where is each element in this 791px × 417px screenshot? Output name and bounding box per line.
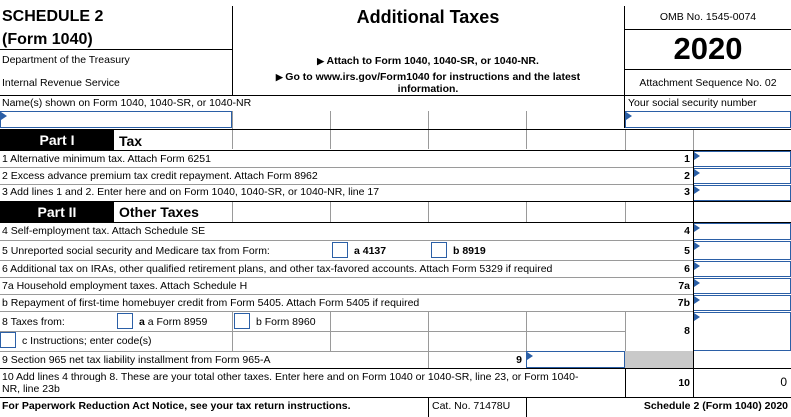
name-input[interactable]: [0, 111, 232, 128]
name-label: Name(s) shown on Form 1040, 1040-SR, or 1040-NR: [2, 97, 252, 109]
line5-number: 5: [684, 245, 690, 257]
ssn-input[interactable]: [625, 111, 791, 128]
line1-amount[interactable]: [693, 151, 791, 167]
line5a-checkbox[interactable]: [332, 242, 348, 258]
line10-amount[interactable]: 0: [780, 375, 787, 389]
line5-amount[interactable]: [693, 241, 791, 260]
line1-text: 1 Alternative minimum tax. Attach Form 6251: [2, 153, 211, 165]
schedule-title: SCHEDULE 2: [2, 8, 104, 25]
arrow-icon: ▶: [317, 56, 327, 66]
line2-number: 2: [684, 170, 690, 182]
line1-number: 1: [684, 153, 690, 165]
arrow-icon: ▶: [275, 72, 286, 82]
department-label: Department of the Treasury: [2, 54, 130, 66]
paperwork-notice: For Paperwork Reduction Act Notice, see your tax return instructions.: [2, 400, 351, 412]
part1-title: Tax: [119, 133, 143, 149]
line8b-label: b Form 8960: [256, 316, 316, 328]
shaded-cell: [625, 351, 693, 368]
footer-form-id: Schedule 2 (Form 1040) 2020: [643, 400, 788, 412]
line4-number: 4: [684, 225, 690, 237]
line10-text-cont: NR, line 23b: [2, 383, 60, 395]
part2-label: Part II: [0, 202, 114, 222]
line7a-text: 7a Household employment taxes. Attach Schedule H: [2, 280, 248, 292]
line9-text: 9 Section 965 net tax liability installment from Form 965-A: [2, 354, 271, 366]
line4-amount[interactable]: [693, 223, 791, 240]
line5a-label: a 4137: [354, 245, 387, 257]
line9-amount[interactable]: [526, 351, 625, 368]
form-title: Additional Taxes: [356, 7, 500, 27]
line8b-checkbox[interactable]: [234, 313, 250, 329]
line10-number: 10: [678, 377, 690, 389]
line9-number: 9: [516, 354, 522, 366]
line7b-text: b Repayment of first-time homebuyer credit from Form 5405. Attach Form 5405 if required: [2, 297, 420, 309]
line6-number: 6: [684, 263, 690, 275]
part1-label: Part I: [0, 130, 114, 150]
line7a-number: 7a: [678, 280, 690, 292]
goto-instruction-cont: information.: [397, 83, 459, 95]
line2-text: 2 Excess advance premium tax credit repayment. Attach Form 8962: [2, 170, 318, 182]
tax-year: 2020: [673, 31, 743, 66]
line7a-amount[interactable]: [693, 278, 791, 294]
attach-instruction: ▶ Attach to Form 1040, 1040-SR, or 1040-NR.: [317, 55, 539, 67]
line8a-label: a a Form 8959: [139, 316, 208, 328]
line7b-amount[interactable]: [693, 295, 791, 311]
line7b-number: 7b: [677, 297, 690, 309]
line5b-label: b 8919: [453, 245, 486, 257]
line5b-checkbox[interactable]: [431, 242, 447, 258]
ssn-label: Your social security number: [628, 97, 757, 109]
attachment-sequence: Attachment Sequence No. 02: [639, 77, 777, 89]
line3-amount[interactable]: [693, 185, 791, 201]
line3-text: 3 Add lines 1 and 2. Enter here and on Form 1040, 1040-SR, or 1040-NR, line 17: [2, 186, 380, 198]
line3-number: 3: [684, 186, 690, 198]
line6-amount[interactable]: [693, 261, 791, 277]
catalog-number: Cat. No. 71478U: [432, 400, 511, 412]
part2-title: Other Taxes: [119, 204, 199, 220]
line4-text: 4 Self-employment tax. Attach Schedule SE: [2, 225, 206, 237]
line8c-checkbox[interactable]: [0, 332, 16, 348]
irs-label: Internal Revenue Service: [2, 77, 120, 89]
form-label: (Form 1040): [2, 31, 93, 48]
omb-number: OMB No. 1545-0074: [659, 11, 757, 23]
line5-text: 5 Unreported social security and Medicare tax from Form:: [2, 245, 270, 257]
goto-instruction: ▶ Go to www.irs.gov/Form1040 for instructions and the latest: [275, 71, 581, 83]
line2-amount[interactable]: [693, 168, 791, 184]
line8a-checkbox[interactable]: [117, 313, 133, 329]
line10-text: 10 Add lines 4 through 8. These are your total other taxes. Enter here and on Form 1040 or 1040-SR, line 23, or Form 1040-: [2, 371, 579, 383]
line8-text: 8 Taxes from:: [2, 316, 65, 328]
line8-amount[interactable]: [693, 312, 791, 351]
line6-text: 6 Additional tax on IRAs, other qualified retirement plans, and other tax-favored accounts. Attach Form 5329 if required: [2, 263, 553, 275]
line8c-label: c Instructions; enter code(s): [22, 335, 152, 347]
line8-number: 8: [684, 325, 690, 337]
